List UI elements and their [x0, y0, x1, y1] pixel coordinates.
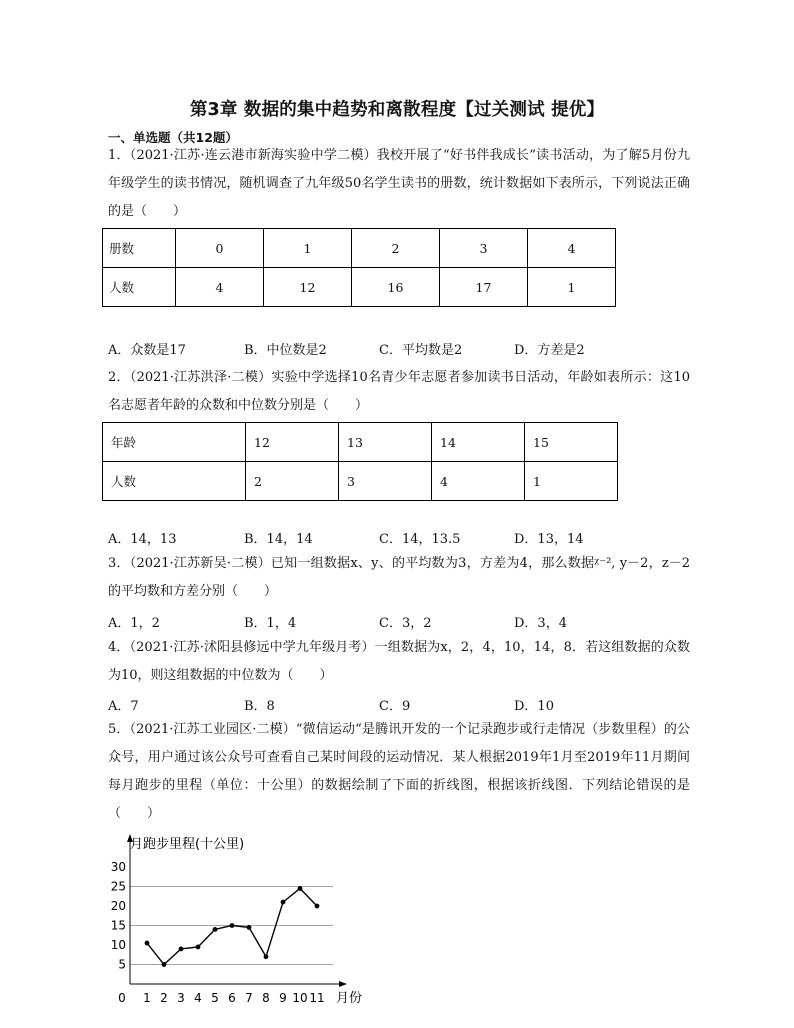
question-2-text: 2．（2021·江苏洪泽·二模）实验中学选择10名青少年志愿者参加读书日活动，年龄如表所示：这10名志愿者年龄的众数和中位数分别是（ ）: [108, 370, 690, 413]
chart-y-ticks: [111, 860, 126, 972]
data-point: [145, 941, 150, 946]
option-c: C．3，2: [379, 616, 432, 631]
y-tick-label: 20: [110, 899, 126, 913]
chart-x-label: 月份: [336, 991, 363, 1006]
question-2-table: [102, 422, 618, 501]
question-5-text: 5．（2021·江苏工业园区·二模）“微信运动“是腾讯开发的一个记录跑步或行走情况（步数里程）的公众号，用户通过该公众号可查看自己某时间段的运动情况．某人根据2019年1月至2019年11月期间每月跑步的里程（单位：十公里）的数据绘制了下面的折线图，根据该折线图．下列结论错误的是（ ）: [108, 722, 690, 821]
option-c: C．14，13.5: [379, 532, 461, 547]
table-cell: 3: [339, 462, 432, 501]
table-cell: 12: [246, 423, 339, 462]
y-tick-label: 25: [110, 879, 126, 894]
question-2-options: [108, 528, 690, 548]
question-4-text: 4．（2021·江苏·沭阳县修远中学九年级月考）一组数据为x，2，4，10，14，8．若这组数据的众数为10，则这组数据的中位数为（ ）: [108, 640, 690, 683]
x-tick-label: 8: [262, 991, 270, 1005]
y-tick-label: 30: [110, 860, 126, 874]
table-cell: 3: [440, 229, 528, 268]
table-cell: 4: [528, 229, 616, 268]
table-cell: 15: [525, 423, 618, 462]
data-point: [213, 927, 218, 932]
table-cell: 1: [525, 462, 618, 501]
data-point: [179, 947, 184, 952]
question-4-options: [108, 695, 690, 715]
data-point: [247, 925, 252, 930]
table-cell: 17: [440, 268, 528, 307]
x-tick-label: 9: [279, 991, 287, 1005]
table-cell: 13: [339, 423, 432, 462]
option-d: D．13，14: [514, 532, 584, 547]
x-tick-label: 5: [211, 991, 219, 1005]
x-axis-arrow: [339, 981, 347, 987]
page-title: 第3章 数据的集中趋势和离散程度【过关测试 提优】: [189, 100, 605, 120]
table-row: [103, 462, 618, 501]
table-cell: 4: [432, 462, 525, 501]
option-c: C．9: [379, 699, 411, 714]
data-point: [315, 904, 320, 909]
table-cell: 1: [528, 268, 616, 307]
table-cell: 16: [352, 268, 440, 307]
table-cell: 2: [352, 229, 440, 268]
x-tick-label: 10: [292, 991, 308, 1005]
option-a: A．众数是17: [108, 343, 186, 358]
chart-points: [145, 886, 320, 967]
x-tick-label: 11: [309, 991, 325, 1005]
data-point: [230, 923, 235, 928]
question-1-table: [102, 228, 616, 307]
table-cell: 人数: [103, 462, 246, 501]
data-point: [162, 962, 167, 967]
table-cell: 2: [246, 462, 339, 501]
x-tick-label: 3: [177, 991, 185, 1005]
chart-y-label: 月跑步里程(十公里): [130, 837, 245, 852]
y-tick-label: 10: [110, 938, 126, 952]
option-b: B．14，14: [244, 532, 313, 547]
data-point: [196, 945, 201, 950]
question-3-text: 3．（2021·江苏新吴·二模）已知一组数据x、y、的平均数为3，方差为4，那么数据ᵡ⁻², y－2，z－2的平均数和方差分别（ ）: [108, 556, 690, 599]
x-tick-label: 1: [143, 991, 151, 1005]
table-cell: 4: [176, 268, 264, 307]
chart-x-ticks: [118, 991, 324, 1005]
table-cell: 年龄: [103, 423, 246, 462]
data-point: [298, 886, 303, 891]
option-d: D．10: [514, 699, 554, 714]
table-cell: 册数: [103, 229, 176, 268]
option-d: D．3，4: [514, 616, 567, 631]
x-tick-label: 2: [160, 991, 168, 1005]
data-point: [264, 954, 269, 959]
option-b: B．中位数是2: [244, 343, 327, 358]
option-a: A．7: [108, 699, 139, 714]
table-cell: 12: [264, 268, 352, 307]
question-3-options: [108, 612, 690, 632]
table-cell: 0: [176, 229, 264, 268]
table-cell: 1: [264, 229, 352, 268]
data-point: [281, 900, 286, 905]
table-cell: 14: [432, 423, 525, 462]
x-tick-label: 6: [228, 991, 236, 1005]
option-b: B．8: [244, 699, 275, 714]
table-row: [103, 268, 616, 307]
y-tick-label: 5: [118, 957, 126, 972]
option-c: C．平均数是2: [379, 343, 463, 358]
option-b: B．1，4: [244, 616, 297, 631]
chart-axes: [127, 834, 347, 987]
option-d: D．方差是2: [514, 343, 585, 358]
x-tick-label: 7: [245, 991, 253, 1005]
question-1-text: 1．（2021·江苏·连云港市新海实验中学二模）我校开展了“好书伴我成长”读书活动，为了解5月份九年级学生的读书情况，随机调查了九年级50名学生读书的册数，统计数据如下表所示，下列说法正确的是（ ）: [108, 148, 690, 219]
x-tick-label: 0: [118, 991, 126, 1005]
question-1-options: [108, 339, 690, 359]
y-tick-label: 15: [110, 918, 126, 933]
line-chart: [100, 826, 380, 1026]
x-tick-label: 4: [194, 991, 202, 1005]
table-row: [103, 229, 616, 268]
option-a: A．1，2: [108, 616, 160, 631]
table-row: [103, 423, 618, 462]
section-heading: 一、单选题（共12题）: [108, 130, 238, 145]
option-a: A．14，13: [108, 532, 177, 547]
table-cell: 人数: [103, 268, 176, 307]
